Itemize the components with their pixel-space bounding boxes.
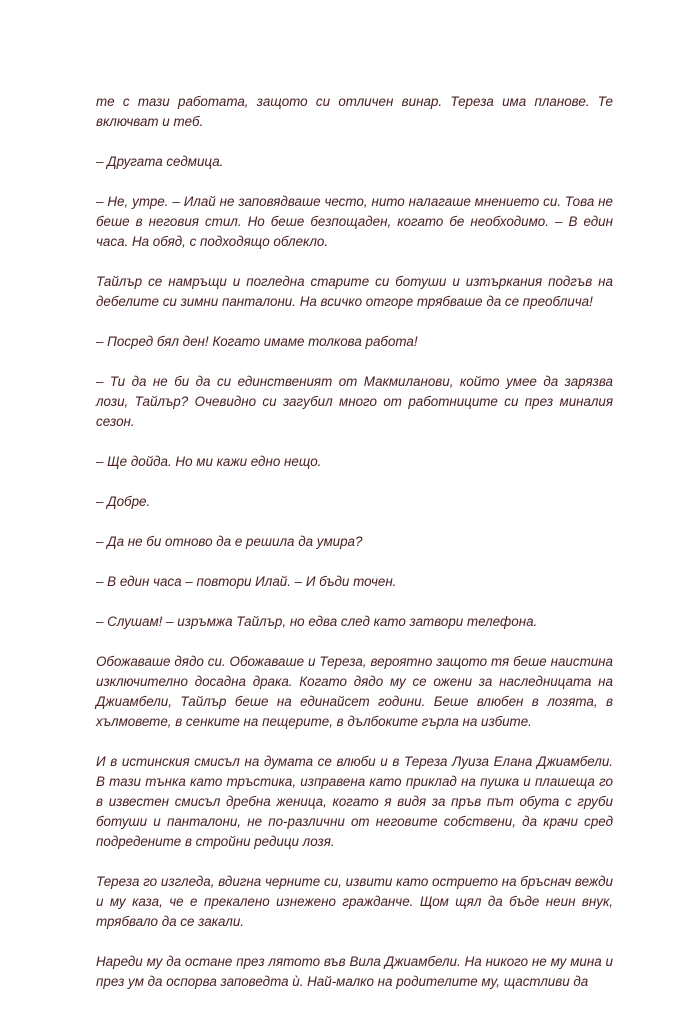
paragraph: И в истинския смисъл на думата се влюби и в Тереза Луиза Елана Джиамбели. В тази тънка като тръстика, изправена като приклад на пушка и плашеща го в известен смисъл дребна женица, когато я видя за пръв път обута с груби ботуши и панталони, не по-различни от неговите собствени, да крачи сред подредените в стройни редици лозя. — [96, 754, 613, 849]
paragraph: Тайлър се намръщи и погледна старите си ботуши и изтъркания подгъв на дебелите си зимни панталони. На всичко отгоре трябваше да се преоблича! — [96, 274, 613, 309]
paragraph: – Ти да не би да си единственият от Макмиланови, който умее да зарязва лози, Тайлър? Очевидно си загубил много от работниците си през миналия сезон. — [96, 374, 613, 429]
paragraph: – В един часа – повтори Илай. – И бъди точен. — [96, 574, 397, 589]
paragraph: те с тази работата, защото си отличен винар. Тереза има планове. Те включват и теб. — [96, 94, 613, 129]
paragraph: Обожаваше дядо си. Обожаваше и Тереза, вероятно защото тя беше наистина изключително досадна драка. Когато дядо му се ожени за наследницата на Джиамбели, Тайлър беше на единайсет години. Беше влюбен в лозята, в хълмовете, в сенките на пещерите, в дълбоките гърла на избите. — [96, 654, 613, 729]
paragraph: – Ще дойда. Но ми кажи едно нещо. — [96, 454, 322, 469]
paragraph: – Да не би отново да е решила да умира? — [96, 534, 363, 549]
paragraph: – Слушам! – изръмжа Тайлър, но едва след като затвори телефона. — [96, 614, 538, 629]
paragraph: – Другата седмица. — [96, 154, 224, 169]
paragraph: – Не, утре. – Илай не заповядваше често, нито налагаше мнението си. Това не беше в неговия стил. Но беше безпощаден, когато бе необходимо. – В един часа. На обяд, с подходящо облекло. — [96, 194, 613, 249]
paragraph: Тереза го изгледа, вдигна черните си, извити като острието на бръснач вежди и му каза, че е прекалено изнежено гражданче. Щом щял да бъде неин внук, трябвало да се закали. — [96, 874, 613, 929]
document-page — [96, 92, 613, 1012]
paragraph: – Добре. — [96, 494, 151, 509]
paragraph: – Посред бял ден! Когато имаме толкова работа! — [96, 334, 418, 349]
paragraph: Нареди му да остане през лятото във Вила Джиамбели. На никого не му мина и през ум да оспорва заповедта ѝ. Най-малко на родителите му, щастливи да — [96, 954, 613, 989]
